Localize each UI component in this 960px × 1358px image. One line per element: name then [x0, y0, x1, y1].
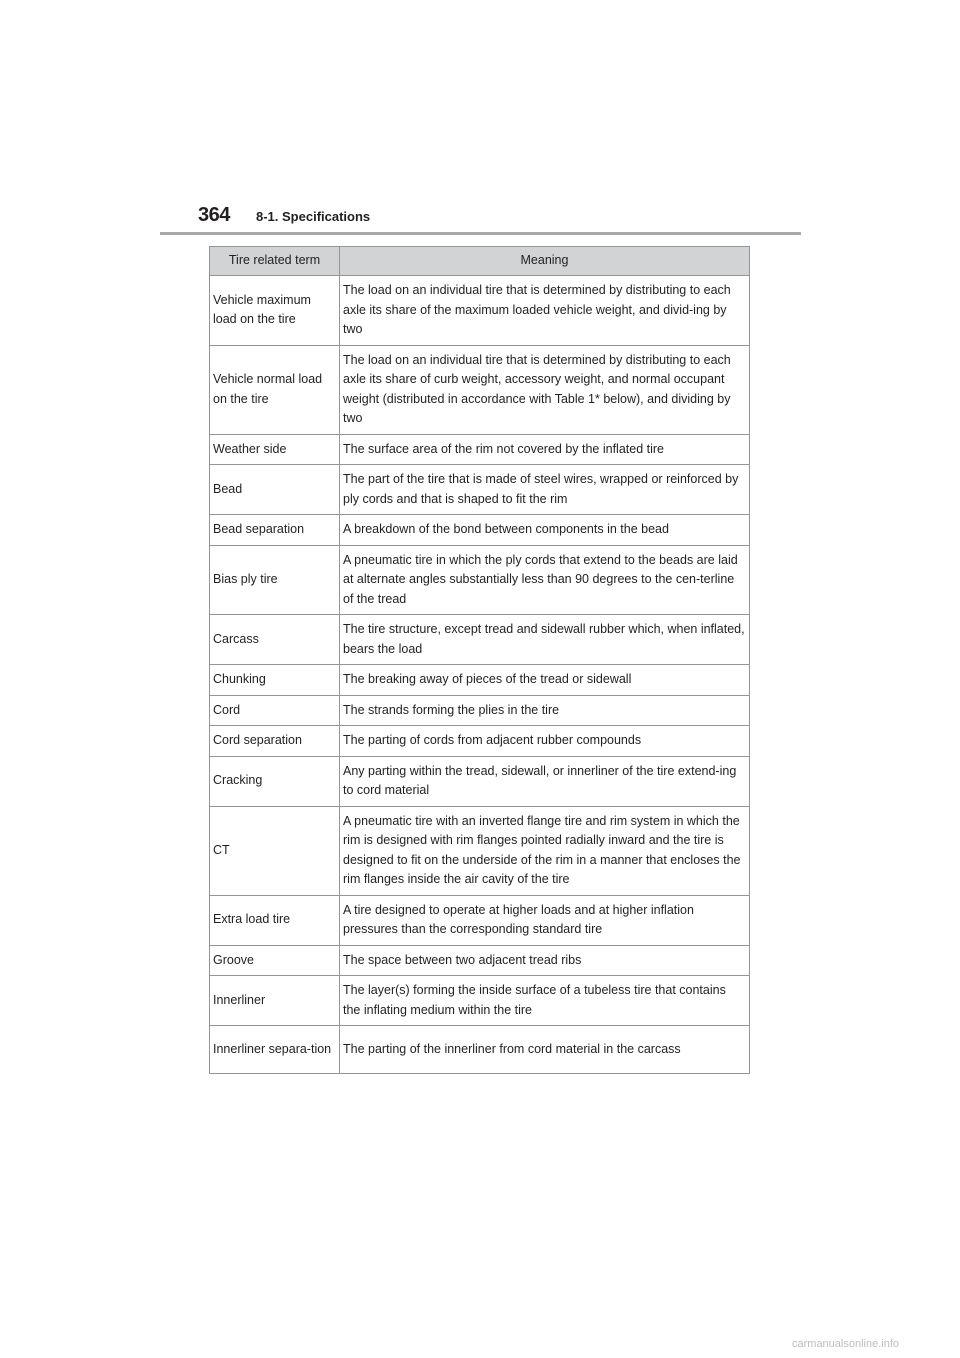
section-title: 8-1. Specifications: [256, 209, 371, 224]
table-header-row: [210, 247, 750, 276]
table-row: [210, 615, 750, 665]
column-header-term: Tire related term: [210, 247, 340, 276]
term-cell: Cord: [210, 695, 340, 726]
term-cell: Groove: [210, 945, 340, 976]
meaning-cell: The load on an individual tire that is determined by distributing to each axle its share of the maximum loaded vehicle weight, and divid-ing by two: [340, 276, 750, 346]
table-row: [210, 465, 750, 515]
meaning-cell: The breaking away of pieces of the tread or sidewall: [340, 665, 750, 696]
meaning-cell: The space between two adjacent tread ribs: [340, 945, 750, 976]
term-cell: Innerliner separa-tion: [210, 1026, 340, 1074]
term-cell: Cord separation: [210, 726, 340, 757]
table-row: [210, 276, 750, 346]
table-row: [210, 434, 750, 465]
meaning-cell: A tire designed to operate at higher loads and at higher inflation pressures than the corresponding standard tire: [340, 895, 750, 945]
meaning-cell: A breakdown of the bond between components in the bead: [340, 515, 750, 546]
term-cell: Carcass: [210, 615, 340, 665]
table-row: [210, 806, 750, 895]
meaning-cell: A pneumatic tire in which the ply cords that extend to the beads are laid at alternate angles substantially less than 90 degrees to the cen-terline of the tread: [340, 545, 750, 615]
table-row: [210, 756, 750, 806]
meaning-cell: The surface area of the rim not covered by the inflated tire: [340, 434, 750, 465]
table-row: [210, 726, 750, 757]
table-body: [210, 276, 750, 1074]
watermark: carmanualsonline.info: [792, 1338, 900, 1350]
term-cell: Vehicle normal load on the tire: [210, 345, 340, 434]
term-cell: Cracking: [210, 756, 340, 806]
header-rule: [160, 232, 801, 235]
tire-terms-table: [209, 246, 750, 1074]
meaning-cell: A pneumatic tire with an inverted flange tire and rim system in which the rim is designed with rim flanges pointed radially inward and the tire is designed to fit on the underside of the rim in a manner that encloses the rim flanges inside the air cavity of the tire: [340, 806, 750, 895]
meaning-cell: The layer(s) forming the inside surface of a tubeless tire that contains the inflating medium within the tire: [340, 976, 750, 1026]
table-row: [210, 1026, 750, 1074]
meaning-cell: The load on an individual tire that is determined by distributing to each axle its share of curb weight, accessory weight, and normal occupant weight (distributed in accordance with Table 1* below), and dividing by two: [340, 345, 750, 434]
table-row: [210, 695, 750, 726]
meaning-cell: The parting of the innerliner from cord material in the carcass: [340, 1026, 750, 1074]
table-row: [210, 515, 750, 546]
term-cell: Vehicle maximum load on the tire: [210, 276, 340, 346]
meaning-cell: The tire structure, except tread and sidewall rubber which, when inflated, bears the load: [340, 615, 750, 665]
table-row: [210, 976, 750, 1026]
meaning-cell: The strands forming the plies in the tire: [340, 695, 750, 726]
table-row: [210, 945, 750, 976]
column-header-meaning: Meaning: [340, 247, 750, 276]
term-cell: Extra load tire: [210, 895, 340, 945]
table-row: [210, 345, 750, 434]
term-cell: Bead separation: [210, 515, 340, 546]
term-cell: Innerliner: [210, 976, 340, 1026]
term-cell: Bead: [210, 465, 340, 515]
meaning-cell: Any parting within the tread, sidewall, or innerliner of the tire extend-ing to cord material: [340, 756, 750, 806]
term-cell: CT: [210, 806, 340, 895]
term-cell: Weather side: [210, 434, 340, 465]
table-row: [210, 545, 750, 615]
meaning-cell: The part of the tire that is made of steel wires, wrapped or reinforced by ply cords and that is shaped to fit the rim: [340, 465, 750, 515]
term-cell: Bias ply tire: [210, 545, 340, 615]
table-row: [210, 895, 750, 945]
meaning-cell: The parting of cords from adjacent rubber compounds: [340, 726, 750, 757]
table-row: [210, 665, 750, 696]
term-cell: Chunking: [210, 665, 340, 696]
page-number: 364: [198, 204, 230, 226]
